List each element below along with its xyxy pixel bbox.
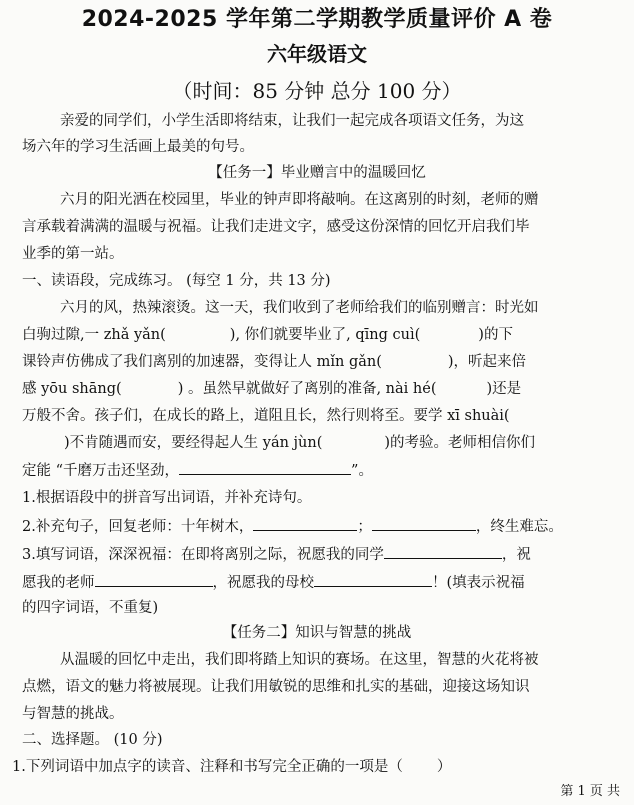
page-number: 第 1 页 共: [560, 784, 620, 799]
passage-line-4: [22, 379, 616, 399]
question-text: ）: [436, 759, 452, 775]
passage-text: 感 yōu shāng(: [22, 381, 122, 397]
passage-text: 定能 “千磨万击还坚劲，: [22, 463, 180, 479]
question-text: 2.补充句子，回复老师：十年树木，: [22, 519, 254, 535]
passage-text: ) 。虽然早就做好了离别的准备, nài hé(: [177, 381, 437, 397]
exam-subject: 六年级语文: [267, 42, 367, 66]
question-text: ，终生难忘。: [475, 519, 563, 535]
passage-text: )的考验。老师相信你们: [384, 435, 536, 451]
answer-blank-q2-2[interactable]: [372, 516, 476, 531]
question-text: 愿我的老师: [22, 575, 95, 591]
question-1-3-line-1: [22, 544, 616, 565]
intro-line-1: 亲爱的同学们，小学生活即将结束，让我们一起完成各项语文任务，为这: [60, 113, 524, 129]
question-text: ，祝愿我的母校: [212, 575, 314, 591]
section2-heading: 二、选择题。 (10 分): [22, 732, 163, 748]
question-1-3-line-3: 的四字词语，不重复): [22, 600, 159, 616]
question-text: ，祝: [501, 547, 531, 563]
passage-line-5: 万般不舍。孩子们，在成长的路上，道阻且长，然行则将至。要学 xī shuài(: [22, 408, 510, 424]
task2-para-line-2: 点燃，语文的魅力将被展现。让我们用敏锐的思维和扎实的基础，迎接这场知识: [22, 679, 530, 695]
task1-para-line-3: 业季的第一站。: [22, 246, 124, 262]
passage-line-3: [22, 352, 616, 372]
answer-blank-q2-1[interactable]: [253, 516, 357, 531]
passage-line-1: 六月的风，热辣滚烫。这一天，我们收到了老师给我们的临别赠言：时光如: [60, 300, 539, 316]
passage-text: ”。: [351, 463, 373, 479]
task1-para-line-2: 言承载着满满的温暖与祝福。让我们走进文字，感受这份深情的回忆开启我们毕: [22, 219, 530, 235]
passage-line-7: [22, 460, 616, 481]
passage-text: )的下: [478, 327, 513, 343]
passage-text: )不肯随遇而安，要经得起人生 yán jùn(: [64, 435, 323, 451]
answer-blank-q3-2[interactable]: [95, 572, 213, 587]
task1-heading: 【任务一】毕业赠言中的温暖回忆: [208, 165, 426, 181]
task2-para-line-1: 从温暖的回忆中走出，我们即将踏上知识的赛场。在这里，智慧的火花将被: [60, 652, 539, 668]
passage-text: )还是: [486, 381, 522, 397]
answer-blank-poem[interactable]: [179, 460, 351, 475]
question-1-2: [22, 516, 616, 537]
question-text: 1.下列词语中加点字的读音、注释和书写完全正确的一项是（: [12, 759, 403, 775]
passage-line-6: [64, 433, 616, 453]
passage-text: ), 你们就要毕业了, qīng cuì(: [229, 327, 421, 343]
answer-blank-q3-1[interactable]: [384, 544, 502, 559]
question-2-1: [12, 757, 616, 777]
question-text: ！(填表示祝福: [432, 575, 525, 591]
passage-text: 白驹过隙,一 zhǎ yǎn(: [22, 327, 166, 343]
answer-blank-q3-3[interactable]: [314, 572, 432, 587]
passage-text: )，听起来倍: [447, 354, 527, 370]
task2-para-line-3: 与智慧的挑战。: [22, 706, 124, 722]
question-1-1: 1.根据语段中的拼音写出词语，并补充诗句。: [22, 490, 312, 506]
question-1-3-line-2: [22, 572, 616, 593]
passage-line-2: [22, 325, 616, 345]
passage-text: 课铃声仿佛成了我们离别的加速器，变得让人 mǐn gǎn(: [22, 354, 382, 370]
task1-para-line-1: 六月的阳光洒在校园里，毕业的钟声即将敲响。在这离别的时刻，老师的赠: [60, 192, 539, 208]
exam-time-info: （时间：85 分钟 总分 100 分）: [172, 79, 462, 103]
question-text: ；: [357, 519, 372, 535]
question-text: 3.填写词语，深深祝福：在即将离别之际，祝愿我的同学: [22, 547, 384, 563]
section1-heading: 一、读语段，完成练习。 (每空 1 分，共 13 分): [22, 273, 331, 289]
exam-title: 2024-2025 学年第二学期教学质量评价 A 卷: [81, 7, 553, 32]
task2-heading: 【任务二】知识与智慧的挑战: [222, 625, 412, 641]
intro-line-2: 场六年的学习生活画上最美的句号。: [22, 139, 254, 155]
